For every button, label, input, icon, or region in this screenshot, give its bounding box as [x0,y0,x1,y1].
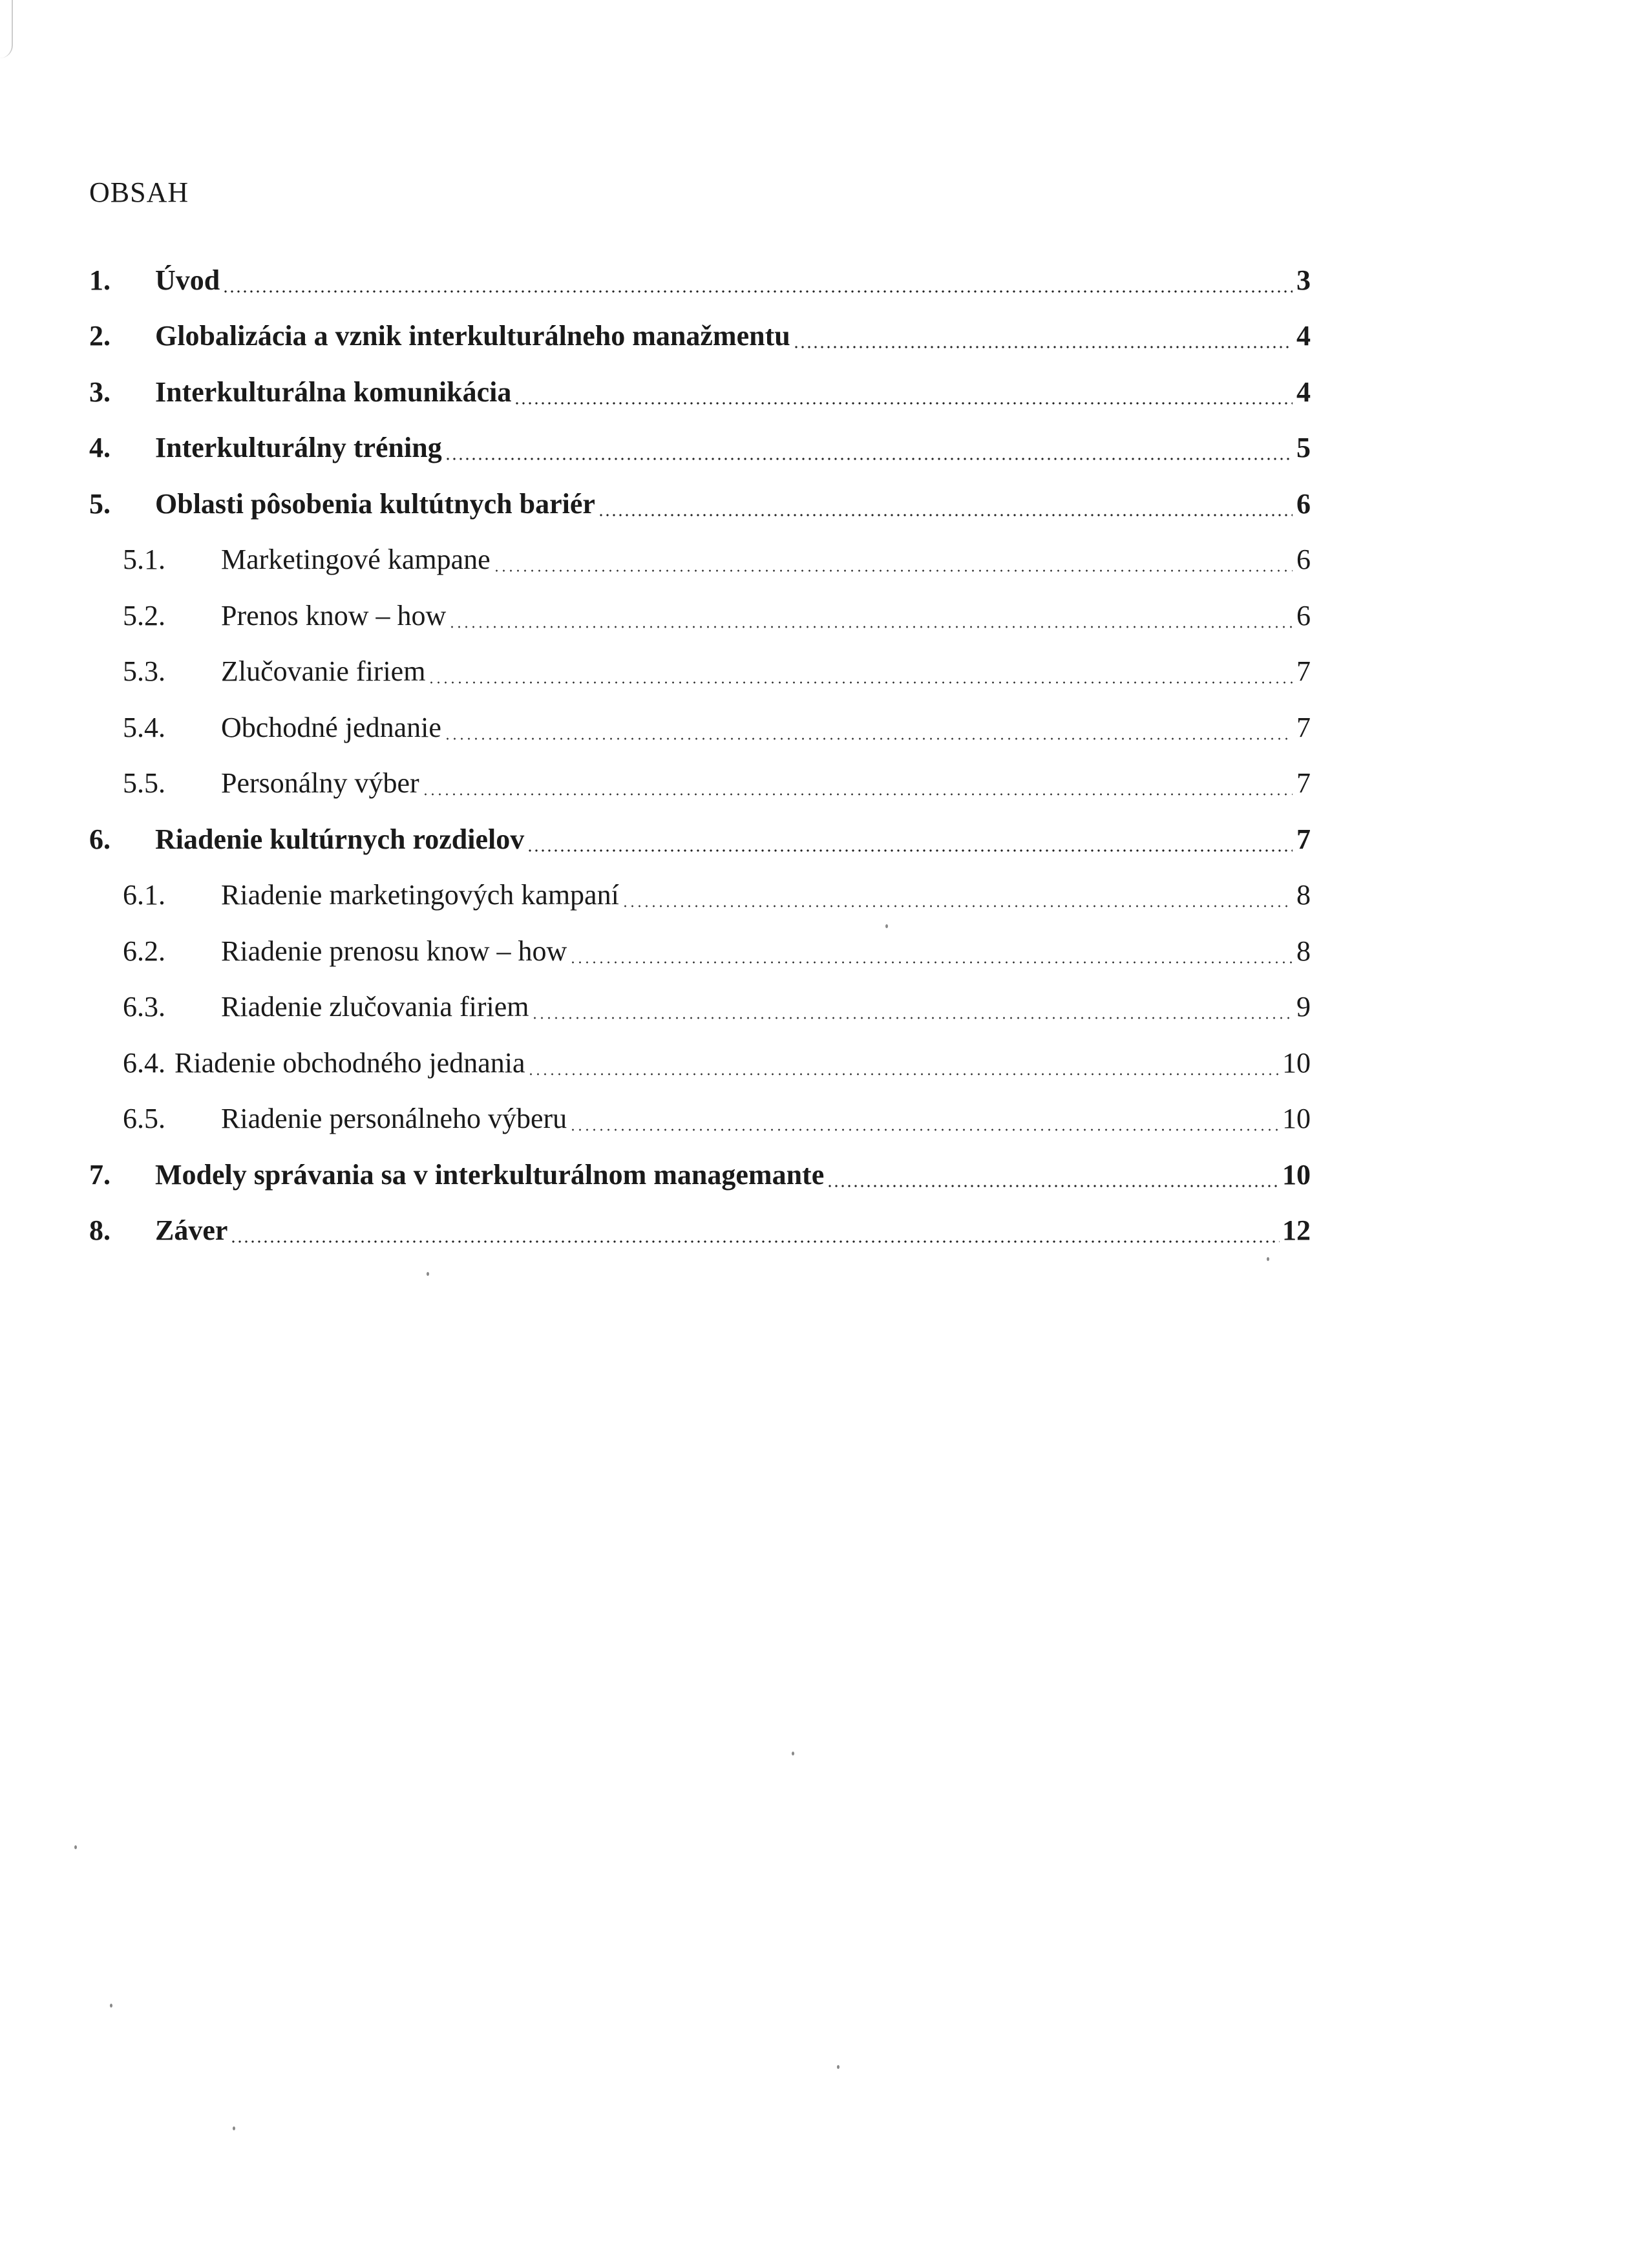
toc-entry-number: 1. [89,264,111,296]
toc-entry-label: Personálny výber [221,767,419,800]
toc-entry-label: Modely správania sa v interkulturálnom managemante [155,1158,825,1191]
dot-leader [569,961,1293,964]
toc-entry-number: 6.4. [123,1046,165,1079]
scan-speck [110,2004,112,2008]
toc-entry-5-4[interactable] [89,699,1311,756]
toc-entry-number: 5.1. [123,544,165,576]
dot-leader [531,1017,1293,1019]
toc-entry-number: 2. [89,320,111,352]
toc-entry-3[interactable] [89,364,1311,420]
toc-entry-label: Globalizácia a vznik interkulturálneho manažmentu [155,320,790,352]
dot-leader [569,1129,1280,1131]
toc-entry-6[interactable] [89,811,1311,867]
scan-speck [427,1272,429,1276]
toc-entry-1[interactable] [89,252,1311,308]
scan-edge-mark [0,0,13,58]
toc-entry-label: Interkulturálny tréning [155,432,442,464]
toc-entry-number: 4. [89,432,111,464]
toc-entry-page: 4 [1296,376,1311,408]
toc-entry-number: 5.4. [123,711,165,743]
toc-title: OBSAH [89,176,189,208]
toc-entry-page: 8 [1296,935,1311,967]
dot-leader [527,849,1293,852]
toc-entry-6-5[interactable] [89,1091,1311,1147]
toc-entry-label: Obchodné jednanie [221,711,441,743]
dot-leader [622,905,1293,907]
toc-entry-label: Riadenie kultúrnych rozdielov [155,823,525,855]
toc-entry-8[interactable] [89,1203,1311,1259]
toc-entry-number: 6.1. [123,879,165,911]
toc-entry-label: Riadenie obchodného jednania [174,1046,525,1079]
table-of-contents [89,252,1311,1258]
scan-speck [233,2126,235,2130]
toc-entry-label: Oblasti pôsobenia kultútnych bariér [155,487,595,520]
toc-entry-page: 6 [1296,544,1311,576]
toc-entry-page: 8 [1296,879,1311,911]
scan-speck [74,1845,77,1849]
toc-entry-number: 6.2. [123,935,165,967]
toc-entry-label: Prenos know – how [221,599,447,631]
toc-entry-5[interactable] [89,476,1311,532]
toc-entry-7[interactable] [89,1147,1311,1203]
toc-entry-number: 3. [89,376,111,408]
dot-leader [449,626,1293,628]
toc-entry-6-3[interactable] [89,979,1311,1035]
toc-entry-6-2[interactable] [89,923,1311,979]
scan-speck [885,924,888,928]
toc-entry-5-1[interactable] [89,532,1311,588]
scan-speck [792,1752,794,1755]
toc-entry-5-2[interactable] [89,588,1311,644]
dot-leader [827,1185,1280,1187]
toc-entry-number: 6.5. [123,1103,165,1135]
toc-entry-page: 3 [1296,264,1311,296]
toc-entry-page: 10 [1282,1046,1311,1079]
dot-leader [793,346,1293,348]
toc-entry-label: Úvod [155,264,220,296]
toc-entry-label: Zlučovanie firiem [221,655,426,688]
toc-entry-page: 5 [1296,432,1311,464]
toc-entry-4[interactable] [89,420,1311,476]
toc-entry-number: 6. [89,823,111,855]
toc-entry-label: Riadenie personálneho výberu [221,1103,567,1135]
dot-leader [428,681,1293,684]
toc-entry-6-1[interactable] [89,867,1311,924]
toc-entry-2[interactable] [89,308,1311,365]
toc-entry-number: 5.3. [123,655,165,688]
toc-entry-number: 8. [89,1214,111,1247]
scan-speck [837,2065,840,2069]
dot-leader [422,793,1293,796]
toc-entry-number: 5.5. [123,767,165,800]
toc-entry-page: 6 [1296,487,1311,520]
dot-leader [222,290,1293,293]
toc-entry-page: 7 [1296,767,1311,800]
scan-speck [1267,1257,1269,1261]
toc-entry-6-4[interactable] [89,1035,1311,1091]
toc-entry-number: 5.2. [123,599,165,631]
toc-entry-number: 7. [89,1158,111,1191]
toc-entry-label: Marketingové kampane [221,544,491,576]
toc-entry-page: 10 [1282,1158,1311,1191]
toc-entry-label: Interkulturálna komunikácia [155,376,512,408]
toc-entry-label: Riadenie marketingových kampaní [221,879,619,911]
toc-entry-page: 7 [1296,823,1311,855]
dot-leader [445,458,1293,460]
toc-entry-page: 4 [1296,320,1311,352]
toc-entry-label: Riadenie prenosu know – how [221,935,567,967]
dot-leader [444,737,1293,740]
dot-leader [527,1073,1280,1076]
toc-entry-label: Záver [155,1214,228,1247]
dot-leader [514,402,1293,405]
toc-entry-page: 7 [1296,655,1311,688]
dot-leader [230,1240,1280,1243]
toc-entry-number: 6.3. [123,991,165,1023]
toc-entry-5-5[interactable] [89,756,1311,812]
dot-leader [598,514,1293,516]
toc-entry-page: 7 [1296,711,1311,743]
toc-entry-page: 10 [1282,1103,1311,1135]
toc-entry-page: 9 [1296,991,1311,1023]
toc-entry-number: 5. [89,487,111,520]
toc-entry-label: Riadenie zlučovania firiem [221,991,529,1023]
toc-entry-page: 12 [1282,1214,1311,1247]
toc-entry-5-3[interactable] [89,644,1311,700]
toc-entry-page: 6 [1296,599,1311,631]
dot-leader [493,569,1293,572]
